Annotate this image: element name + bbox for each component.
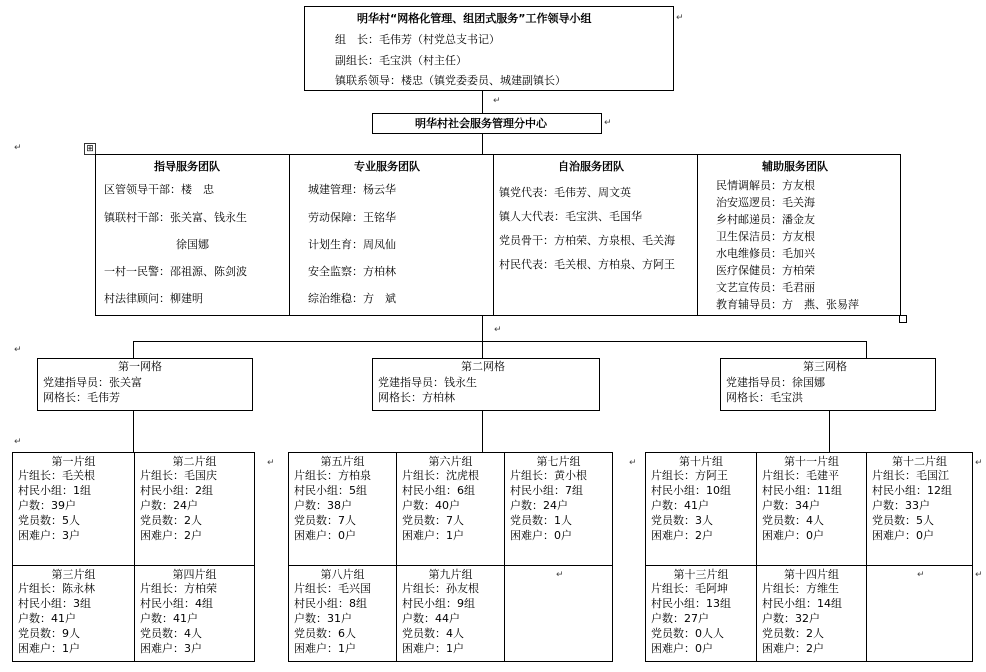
group-line: 村民小组：8组 xyxy=(294,597,367,610)
group-cell xyxy=(645,565,757,662)
group-cell xyxy=(134,452,255,566)
group-line: 村民小组：12组 xyxy=(872,484,952,497)
group-line: 党员数：0人人 xyxy=(651,627,724,640)
team-line: 党员骨干：方柏荣、方泉根、毛关海 xyxy=(499,234,675,247)
team-column xyxy=(290,155,494,315)
return-mark: ↵ xyxy=(14,143,22,153)
group-line: 户数：41户 xyxy=(651,499,709,512)
team-line: 镇联村干部：张关富、钱永生 xyxy=(104,211,247,224)
team-line: 民情调解员：方友根 xyxy=(716,179,815,192)
group-line: 片组长：孙友根 xyxy=(402,582,479,595)
group-line: 户数：41户 xyxy=(18,612,76,625)
group-title: 第十四片组 xyxy=(784,568,839,581)
group-title: 第十三片组 xyxy=(673,568,729,581)
group-title: 第二片组 xyxy=(172,455,217,468)
group-title: 第九片组 xyxy=(428,568,473,581)
group-line: 党员数：7人 xyxy=(402,514,464,527)
grid-title: 第三网格 xyxy=(803,360,847,373)
group-cell xyxy=(396,565,505,662)
group-line: 户数：40户 xyxy=(402,499,460,512)
group-line: 困难户：0户 xyxy=(510,529,572,542)
group-line: 村民小组：14组 xyxy=(762,597,842,610)
connector xyxy=(133,411,134,452)
grid-head: 网格长：毛宝洪 xyxy=(726,391,803,404)
group-line: 村民小组：2组 xyxy=(140,484,213,497)
group-line: 片组长：方柏荣 xyxy=(140,582,217,595)
group-line: 村民小组：5组 xyxy=(294,484,367,497)
return-mark: ↵ xyxy=(14,437,22,447)
grid-head: 网格长：方柏林 xyxy=(378,391,455,404)
return-mark: ↵ xyxy=(917,570,925,580)
connector xyxy=(829,411,830,452)
group-line: 片组长：毛国庆 xyxy=(140,469,217,482)
return-mark: ↵ xyxy=(493,96,501,106)
grid-box xyxy=(372,358,600,411)
group-line: 片组长：方阿王 xyxy=(651,469,728,482)
connector xyxy=(482,341,483,358)
group-line: 党员数：9人 xyxy=(18,627,80,640)
group-title: 第五片组 xyxy=(320,455,365,468)
group-line: 困难户：2户 xyxy=(762,642,824,655)
team-title: 辅助服务团队 xyxy=(762,160,828,173)
return-mark: ↵ xyxy=(494,325,502,335)
group-line: 困难户：1户 xyxy=(402,642,464,655)
grid-title: 第一网格 xyxy=(118,360,162,373)
deputy-line: 副组长：毛宝洪（村主任） xyxy=(335,54,467,67)
group-cell xyxy=(288,565,397,662)
group-line: 困难户：3户 xyxy=(140,642,202,655)
group-line: 片组长：方维生 xyxy=(762,582,839,595)
return-mark: ↵ xyxy=(975,570,983,580)
team-line: 教育辅导员：方 燕、张易萍 xyxy=(716,298,859,311)
team-line: 村法律顾问：柳建明 xyxy=(104,292,203,305)
group-line: 困难户：0户 xyxy=(651,642,713,655)
group-line: 户数：32户 xyxy=(762,612,820,625)
group-title: 第六片组 xyxy=(428,455,473,468)
group-line: 党员数：5人 xyxy=(18,514,80,527)
teams-table xyxy=(95,154,901,316)
return-mark: ↵ xyxy=(975,458,983,468)
grid-guide: 党建指导员：钱永生 xyxy=(378,376,477,389)
group-line: 片组长：沈虎根 xyxy=(402,469,479,482)
team-line: 区管领导干部：楼 忠 xyxy=(104,183,214,196)
team-line: 徐国娜 xyxy=(176,238,209,251)
leader-group-title: 明华村“网格化管理、组团式服务”工作领导小组 xyxy=(357,12,592,25)
grid-head: 网格长：毛伟芳 xyxy=(43,391,120,404)
group-cell xyxy=(756,565,867,662)
connector xyxy=(482,316,483,341)
group-line: 户数：41户 xyxy=(140,612,198,625)
group-cell xyxy=(504,452,613,566)
group-line: 户数：38户 xyxy=(294,499,352,512)
return-mark: ↵ xyxy=(629,458,637,468)
group-line: 户数：34户 xyxy=(762,499,820,512)
group-line: 户数：27户 xyxy=(651,612,709,625)
group-line: 党员数：4人 xyxy=(762,514,824,527)
group-cell xyxy=(866,452,973,566)
group-title: 第八片组 xyxy=(320,568,365,581)
return-mark: ↵ xyxy=(267,458,275,468)
group-line: 片组长：黄小根 xyxy=(510,469,587,482)
team-line: 卫生保洁员：方友根 xyxy=(716,230,815,243)
group-line: 党员数：4人 xyxy=(140,627,202,640)
group-cell xyxy=(756,452,867,566)
group-line: 片组长：毛国江 xyxy=(872,469,949,482)
team-line: 城建管理：杨云华 xyxy=(308,183,396,196)
group-cell xyxy=(645,452,757,566)
group-title: 第十片组 xyxy=(679,455,723,468)
grid-box xyxy=(720,358,936,411)
group-line: 户数：24户 xyxy=(140,499,198,512)
group-line: 片组长：陈永林 xyxy=(18,582,95,595)
return-mark: ↵ xyxy=(556,570,564,580)
group-line: 村民小组：6组 xyxy=(402,484,475,497)
group-title: 第十二片组 xyxy=(892,455,947,468)
group-line: 片组长：方柏泉 xyxy=(294,469,371,482)
team-line: 文艺宣传员：毛君丽 xyxy=(716,281,815,294)
team-line: 镇人大代表：毛宝洪、毛国华 xyxy=(499,210,642,223)
group-title: 第七片组 xyxy=(536,455,581,468)
team-line: 水电维修员：毛加兴 xyxy=(716,247,815,260)
group-line: 党员数：5人 xyxy=(872,514,934,527)
connector xyxy=(482,411,483,452)
group-title: 第一片组 xyxy=(51,455,96,468)
group-line: 困难户：2户 xyxy=(140,529,202,542)
return-mark: ↵ xyxy=(14,345,22,355)
team-line: 劳动保障：王铭华 xyxy=(308,211,396,224)
table-handle-icon[interactable]: ⊞ xyxy=(84,143,96,155)
group-line: 村民小组：11组 xyxy=(762,484,842,497)
group-cell xyxy=(396,452,505,566)
group-line: 村民小组：7组 xyxy=(510,484,583,497)
team-line: 医疗保健员：方柏荣 xyxy=(716,264,815,277)
connector xyxy=(482,91,483,113)
team-line: 安全监察：方柏林 xyxy=(308,265,396,278)
group-line: 党员数：3人 xyxy=(651,514,713,527)
team-line: 村民代表：毛关根、方柏泉、方阿王 xyxy=(499,258,675,271)
group-title: 第三片组 xyxy=(51,568,96,581)
group-line: 片组长：毛阿坤 xyxy=(651,582,728,595)
group-title: 第十一片组 xyxy=(784,455,839,468)
group-line: 党员数：7人 xyxy=(294,514,356,527)
group-line: 片组长：毛关根 xyxy=(18,469,95,482)
group-line: 户数：31户 xyxy=(294,612,352,625)
leader-group-box xyxy=(304,6,674,91)
group-line: 党员数：2人 xyxy=(762,627,824,640)
group-line: 片组长：毛建平 xyxy=(762,469,839,482)
group-line: 困难户：1户 xyxy=(18,642,80,655)
table-resize-handle[interactable] xyxy=(899,315,907,323)
group-line: 村民小组：10组 xyxy=(651,484,731,497)
group-line: 困难户：3户 xyxy=(18,529,80,542)
team-line: 治安巡逻员：毛关海 xyxy=(716,196,815,209)
grid-title: 第二网格 xyxy=(461,360,505,373)
group-cell xyxy=(288,452,397,566)
grid-box xyxy=(37,358,253,411)
liaison-line: 镇联系领导：楼忠（镇党委委员、城建副镇长） xyxy=(335,74,566,87)
leader-line: 组 长：毛伟芳（村党总支书记） xyxy=(335,33,500,46)
group-line: 村民小组：9组 xyxy=(402,597,475,610)
team-line: 一村一民警：邵祖源、陈剑波 xyxy=(104,265,247,278)
return-mark: ↵ xyxy=(676,13,684,23)
grid-guide: 党建指导员：张关富 xyxy=(43,376,142,389)
group-line: 户数：44户 xyxy=(402,612,460,625)
connector xyxy=(482,134,483,154)
grid-guide: 党建指导员：徐国娜 xyxy=(726,376,825,389)
team-line: 镇党代表：毛伟芳、周文英 xyxy=(499,186,631,199)
group-line: 户数：33户 xyxy=(872,499,930,512)
center-box xyxy=(372,113,602,134)
connector xyxy=(133,341,134,358)
connector xyxy=(866,341,867,358)
group-line: 村民小组：13组 xyxy=(651,597,731,610)
team-column xyxy=(96,155,290,315)
team-title: 自治服务团队 xyxy=(558,160,624,173)
group-title: 第四片组 xyxy=(172,568,217,581)
group-line: 户数：24户 xyxy=(510,499,568,512)
group-cell xyxy=(134,565,255,662)
team-column xyxy=(494,155,698,315)
center-title: 明华村社会服务管理分中心 xyxy=(415,117,547,130)
team-line: 计划生育：周凤仙 xyxy=(308,238,396,251)
group-line: 片组长：毛兴国 xyxy=(294,582,371,595)
group-line: 困难户：1户 xyxy=(294,642,356,655)
group-line: 困难户：0户 xyxy=(762,529,824,542)
group-line: 困难户：0户 xyxy=(294,529,356,542)
group-line: 村民小组：4组 xyxy=(140,597,213,610)
group-line: 困难户：0户 xyxy=(872,529,934,542)
group-line: 村民小组：1组 xyxy=(18,484,91,497)
group-line: 党员数：1人 xyxy=(510,514,572,527)
group-line: 困难户：1户 xyxy=(402,529,464,542)
group-cell xyxy=(12,452,135,566)
group-cell xyxy=(12,565,135,662)
group-line: 党员数：6人 xyxy=(294,627,356,640)
team-title: 指导服务团队 xyxy=(154,160,220,173)
group-line: 困难户：2户 xyxy=(651,529,713,542)
group-line: 党员数：2人 xyxy=(140,514,202,527)
group-line: 户数：39户 xyxy=(18,499,76,512)
team-column xyxy=(698,155,902,315)
team-title: 专业服务团队 xyxy=(354,160,420,173)
connector xyxy=(133,341,866,342)
return-mark: ↵ xyxy=(604,118,612,128)
group-line: 党员数：4人 xyxy=(402,627,464,640)
group-line: 村民小组：3组 xyxy=(18,597,91,610)
team-line: 乡村邮递员：潘金友 xyxy=(716,213,815,226)
team-line: 综治维稳：方 斌 xyxy=(308,292,396,305)
